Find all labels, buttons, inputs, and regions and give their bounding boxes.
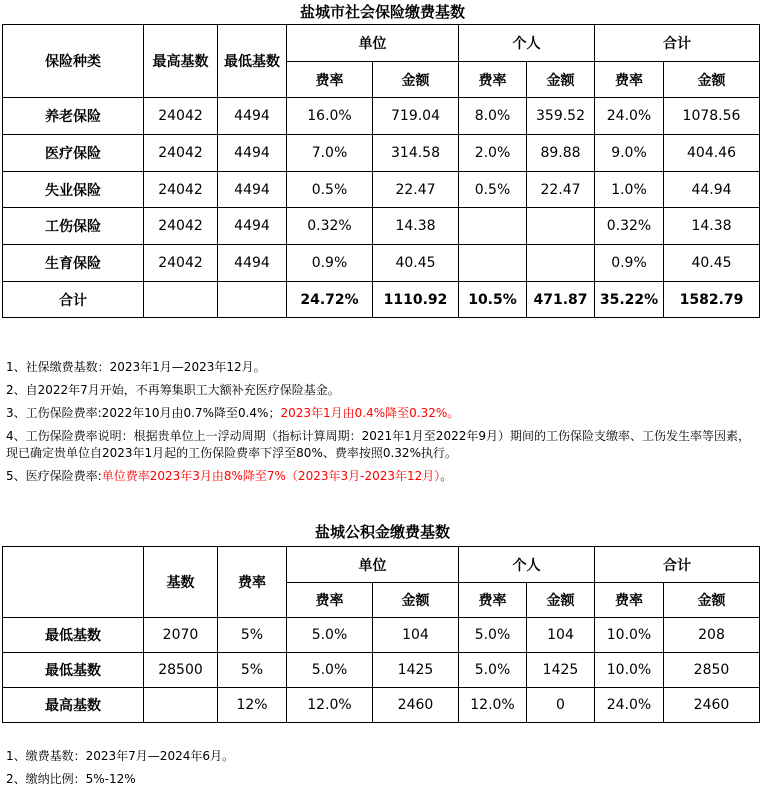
- row-name: 养老保险: [3, 98, 144, 135]
- fund-row-total-amount: 2850: [664, 653, 760, 688]
- fund-row-personal-rate: 5.0%: [459, 618, 527, 653]
- total-max-base: [144, 282, 218, 318]
- header-min-base: 最低基数: [218, 25, 287, 98]
- table-row: [3, 245, 760, 282]
- social-table-title: 盐城市社会保险缴费基数: [299, 3, 465, 21]
- row-unit-rate: 0.5%: [287, 172, 373, 208]
- row-total-rate: 0.32%: [595, 208, 664, 245]
- row-max-base: 24042: [144, 98, 218, 135]
- row-personal-rate: [459, 208, 527, 245]
- row-unit-amount: 719.04: [373, 98, 459, 135]
- row-min-base: 4494: [218, 172, 287, 208]
- fund-row-total-rate: 24.0%: [595, 688, 664, 723]
- fund-row-name: 最高基数: [3, 688, 144, 723]
- row-total-amount: 14.38: [664, 208, 760, 245]
- fund-note-1: 1、缴费基数：2023年7月—2024年6月。: [6, 749, 234, 763]
- fund-row-rate: 5%: [218, 618, 287, 653]
- fund-row-name: 最低基数: [3, 653, 144, 688]
- row-total-amount: 404.46: [664, 135, 760, 172]
- fund-header-personal-amount: 金额: [527, 583, 595, 618]
- row-total-rate: 1.0%: [595, 172, 664, 208]
- fund-header-personal-rate: 费率: [459, 583, 527, 618]
- row-personal-rate: [459, 245, 527, 282]
- row-max-base: 24042: [144, 208, 218, 245]
- row-personal-rate: 0.5%: [459, 172, 527, 208]
- row-min-base: 4494: [218, 135, 287, 172]
- header-total: 合计: [595, 25, 760, 62]
- fund-row-unit-rate: 5.0%: [287, 653, 373, 688]
- row-personal-amount: 89.88: [527, 135, 595, 172]
- row-name: 生育保险: [3, 245, 144, 282]
- social-note-5: [6, 468, 760, 485]
- row-personal-rate: 2.0%: [459, 135, 527, 172]
- row-unit-amount: 40.45: [373, 245, 459, 282]
- total-total-amount: 1582.79: [664, 282, 760, 318]
- row-name: 工伤保险: [3, 208, 144, 245]
- social-note-5-highlight: 单位费率2023年3月由8%降至7%（2023年3月-2023年12月）: [101, 469, 441, 483]
- header-max-base: 最高基数: [144, 25, 218, 98]
- fund-table-title: 盐城公积金缴费基数: [314, 523, 450, 541]
- fund-row-unit-amount: 1425: [373, 653, 459, 688]
- fund-row-total-rate: 10.0%: [595, 618, 664, 653]
- fund-row-total-amount: 2460: [664, 688, 760, 723]
- social-note-3-text: 3、工伤保险费率:2022年10月由0.7%降至0.4%；: [6, 406, 281, 420]
- row-unit-rate: 16.0%: [287, 98, 373, 135]
- row-personal-amount: [527, 245, 595, 282]
- table-row: [3, 208, 760, 245]
- row-personal-amount: 359.52: [527, 98, 595, 135]
- table-row: [3, 653, 760, 688]
- fund-row-personal-amount: 1425: [527, 653, 595, 688]
- row-min-base: 4494: [218, 208, 287, 245]
- total-unit-amount: 1110.92: [373, 282, 459, 318]
- fund-note-2: 2、缴纳比例：5%-12%: [6, 772, 136, 786]
- fund-row-unit-rate: 5.0%: [287, 618, 373, 653]
- header-personal-rate: 费率: [459, 62, 527, 98]
- fund-header-personal: 个人: [459, 547, 595, 583]
- fund-header-unit-rate: 费率: [287, 583, 373, 618]
- total-label: 合计: [3, 282, 144, 318]
- header-personal: 个人: [459, 25, 595, 62]
- fund-header-total-rate: 费率: [595, 583, 664, 618]
- fund-header-base: 基数: [144, 547, 218, 618]
- header-insurance-type: 保险种类: [3, 25, 144, 98]
- fund-header-total-amount: 金额: [664, 583, 760, 618]
- total-unit-rate: 24.72%: [287, 282, 373, 318]
- total-min-base: [218, 282, 287, 318]
- total-personal-rate: 10.5%: [459, 282, 527, 318]
- social-note-4: 4、工伤保险费率说明：根据贵单位上一浮动周期（指标计算周期：2021年1月至2022年9月）期间的工伤保险支缴率、工伤发生率等因素，现已确定贵单位自2023年1月起的工伤保险费率下浮至80%、费率按照0.32%执行。: [6, 429, 750, 460]
- row-total-amount: 44.94: [664, 172, 760, 208]
- row-max-base: 24042: [144, 245, 218, 282]
- row-unit-amount: 314.58: [373, 135, 459, 172]
- row-max-base: 24042: [144, 172, 218, 208]
- header-unit: 单位: [287, 25, 459, 62]
- row-unit-amount: 22.47: [373, 172, 459, 208]
- header-total-amount: 金额: [664, 62, 760, 98]
- fund-header-unit: 单位: [287, 547, 459, 583]
- row-unit-rate: 7.0%: [287, 135, 373, 172]
- header-total-rate: 费率: [595, 62, 664, 98]
- fund-header-empty: [3, 547, 144, 618]
- fund-row-unit-amount: 2460: [373, 688, 459, 723]
- fund-row-total-rate: 10.0%: [595, 653, 664, 688]
- fund-row-base: 28500: [144, 653, 218, 688]
- row-name: 医疗保险: [3, 135, 144, 172]
- social-note-3: [6, 405, 760, 422]
- row-total-rate: 0.9%: [595, 245, 664, 282]
- table-row: [3, 618, 760, 653]
- row-personal-rate: 8.0%: [459, 98, 527, 135]
- social-note-2: 2、自2022年7月开始，不再筹集职工大额补充医疗保险基金。: [6, 383, 340, 397]
- fund-row-rate: 5%: [218, 653, 287, 688]
- row-personal-amount: 22.47: [527, 172, 595, 208]
- fund-row-base: [144, 688, 218, 723]
- row-unit-rate: 0.32%: [287, 208, 373, 245]
- total-total-rate: 35.22%: [595, 282, 664, 318]
- row-total-amount: 40.45: [664, 245, 760, 282]
- row-personal-amount: [527, 208, 595, 245]
- fund-row-unit-rate: 12.0%: [287, 688, 373, 723]
- social-notes: [6, 359, 760, 485]
- fund-row-personal-amount: 0: [527, 688, 595, 723]
- header-unit-amount: 金额: [373, 62, 459, 98]
- table-row: [3, 688, 760, 723]
- row-unit-rate: 0.9%: [287, 245, 373, 282]
- fund-header-rate: 费率: [218, 547, 287, 618]
- fund-header-unit-amount: 金额: [373, 583, 459, 618]
- social-note-5-end: 。: [440, 469, 453, 483]
- social-note-1: 1、社保缴费基数：2023年1月—2023年12月。: [6, 360, 266, 374]
- fund-row-base: 2070: [144, 618, 218, 653]
- fund-row-personal-rate: 12.0%: [459, 688, 527, 723]
- fund-notes: [6, 748, 760, 788]
- fund-row-total-amount: 208: [664, 618, 760, 653]
- header-unit-rate: 费率: [287, 62, 373, 98]
- row-unit-amount: 14.38: [373, 208, 459, 245]
- fund-row-rate: 12%: [218, 688, 287, 723]
- table-row: [3, 135, 760, 172]
- housing-fund-table: [2, 546, 760, 723]
- row-total-rate: 9.0%: [595, 135, 664, 172]
- social-note-5-text: 5、医疗保险费率:: [6, 469, 102, 483]
- fund-row-personal-amount: 104: [527, 618, 595, 653]
- row-total-amount: 1078.56: [664, 98, 760, 135]
- social-note-3-highlight: 2023年1月由0.4%降至0.32%。: [280, 406, 460, 420]
- fund-row-unit-amount: 104: [373, 618, 459, 653]
- header-personal-amount: 金额: [527, 62, 595, 98]
- table-row: [3, 98, 760, 135]
- fund-row-name: 最低基数: [3, 618, 144, 653]
- table-row: [3, 172, 760, 208]
- row-min-base: 4494: [218, 245, 287, 282]
- fund-row-personal-rate: 5.0%: [459, 653, 527, 688]
- total-personal-amount: 471.87: [527, 282, 595, 318]
- row-total-rate: 24.0%: [595, 98, 664, 135]
- fund-header-total: 合计: [595, 547, 760, 583]
- social-insurance-table: [2, 24, 760, 318]
- row-name: 失业保险: [3, 172, 144, 208]
- total-row: [3, 282, 760, 318]
- row-min-base: 4494: [218, 98, 287, 135]
- row-max-base: 24042: [144, 135, 218, 172]
